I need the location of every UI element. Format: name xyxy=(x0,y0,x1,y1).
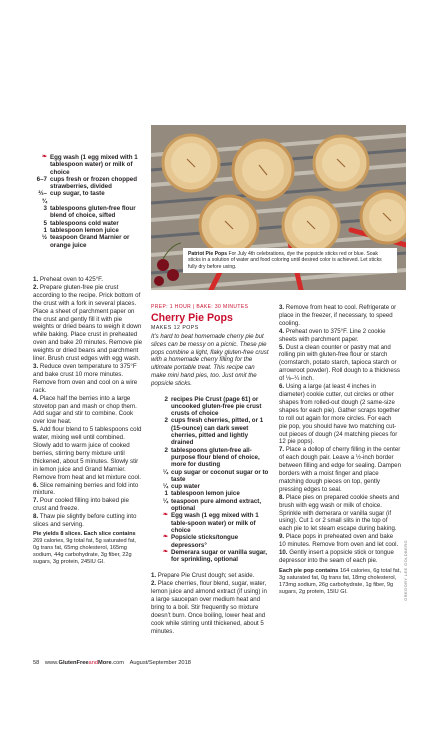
ingredient-row xyxy=(34,227,142,234)
step-text: Using a large (at least 4 inches in diameter) cookie cutter, cut circles or other shapes from rolled-out dough (2 same-size shapes for each pie). Gather scraps together to roll out again for more circles. For each pie pop, you should have two matching cut-out pieces of dough (24 matching pieces for 12 pie pops). xyxy=(279,383,400,446)
direction-step xyxy=(279,304,401,328)
step-text: Place cherries, flour blend, sugar, water, lemon juice and almond extract (if using) in a large saucepan over medium heat and bring to a boil. Stir frequently so mixture doesn’t burn. Once boiling, lower heat and cook while stirring until thickened, about 5 minutes. xyxy=(151,580,267,635)
step-text: Thaw pie slightly before cutting into slices and serving. xyxy=(33,513,137,529)
direction-step xyxy=(33,513,143,529)
ingredient-text: cup water xyxy=(171,483,200,491)
step-number: 4. xyxy=(279,327,285,335)
step-number: 1. xyxy=(151,572,157,580)
photo-credit: GREGORY LEE GOLDBERG xyxy=(403,540,408,601)
leaf-bullet-icon: ❧ xyxy=(162,548,168,555)
ingredient-qty: ¼ xyxy=(162,483,168,491)
site-more: More xyxy=(98,660,112,666)
step-text: Prepare Pie Crust dough; set aside. xyxy=(157,572,255,580)
ingredient-text: cups fresh or frozen chopped strawberries, divided xyxy=(50,175,137,191)
direction-step xyxy=(279,344,401,384)
ingredient-row xyxy=(151,549,271,564)
ingredient-text: cup sugar or coconut sugar or to taste xyxy=(171,468,269,483)
step-text: Place a dollop of cherry filling in the center of each dough pair. Leave a ½-inch border between filling and edge for sealing. Dampen borders with a moist finger and place matching dough pieces on top, gently pressing edges to seal. xyxy=(279,446,401,493)
page-number: 58 xyxy=(33,660,40,666)
cherry-pie-directions-continued xyxy=(279,304,401,596)
step-number: 2. xyxy=(33,283,39,291)
leaf-bullet-icon: ❧ xyxy=(162,512,168,519)
ingredient-qty: 5 xyxy=(43,219,47,227)
ingredient-text: Egg wash (1 egg mixed with 1 tablespoon water) or milk of choice xyxy=(50,154,138,176)
direction-step xyxy=(279,383,401,446)
recipe-intro: It’s hard to beat homemade cherry pie but slices can be messy on a picnic. These pie pops combine a light, flaky gluten-free crust with a homemade cherry filling for the ultimate portable treat. This recipe can make mini hand pies, too. Just omit the popsicle sticks. xyxy=(151,333,269,387)
step-number: 5. xyxy=(33,426,39,434)
direction-step xyxy=(33,276,143,284)
direction-step xyxy=(33,426,143,481)
step-text: Pour cooled filling into baked pie crust and freeze. xyxy=(33,497,129,513)
step-number: 9. xyxy=(279,533,285,541)
step-number: 3. xyxy=(33,362,39,370)
step-number: 6. xyxy=(279,383,285,391)
leaf-bullet-icon: ❧ xyxy=(41,154,47,160)
step-text: Preheat oven to 425°F. xyxy=(39,276,103,283)
ingredient-row xyxy=(151,447,271,469)
ingredient-text: tablespoons gluten-free flour blend of choice, sifted xyxy=(50,205,136,220)
ingredient-qty: 2 xyxy=(164,417,168,425)
direction-step xyxy=(279,328,401,344)
cherry-pie-directions xyxy=(151,572,271,635)
nutrition-text: 164 calories, 6g total fat, 3g saturated fat, 0g trans fat, 18mg cholesterol, 173mg sodium, 26g carbohydrate, 1g fiber, 9g sugars, 2g protein, 15IU GI. xyxy=(279,567,401,595)
step-number: 3. xyxy=(279,304,285,311)
ingredient-row xyxy=(34,220,142,227)
ingredient-qty: 1 xyxy=(43,226,47,234)
nutrition-label: Pie yields 8 slices. Each slice contains xyxy=(33,531,136,537)
ingredient-row xyxy=(34,154,142,176)
ingredient-qty: ⅔–¾ xyxy=(38,190,47,205)
direction-step xyxy=(151,580,271,635)
ingredient-qty: ¼ xyxy=(162,468,168,476)
step-text: Preheat oven to 375°F. Line 2 cookie sheets with parchment paper. xyxy=(279,327,386,343)
ingredient-text: teaspoon Grand Marnier or orange juice xyxy=(50,234,130,249)
ingredient-row xyxy=(151,417,271,446)
ingredient-qty: 6–7 xyxy=(36,175,47,183)
step-number: 7. xyxy=(33,497,39,505)
step-text: Reduce oven temperature to 375°F and bake crust 10 more minutes. Remove from oven and cool on a wire rack. xyxy=(33,362,138,394)
ingredient-text: tablespoon lemon juice xyxy=(50,226,119,234)
step-number: 7. xyxy=(279,446,285,454)
ingredient-row xyxy=(151,483,271,490)
ingredient-row xyxy=(34,190,142,205)
nutrition-info xyxy=(33,531,143,566)
ingredient-row xyxy=(151,534,271,549)
website-link[interactable] xyxy=(45,660,124,666)
direction-step xyxy=(33,363,143,395)
direction-step xyxy=(279,549,401,565)
direction-step xyxy=(33,284,143,363)
ingredient-row xyxy=(151,498,271,513)
step-text: Place pies on prepared cookie sheets and brush with egg wash or milk of choice. Sprinkle with demerara or vanilla sugar (if using). Cut 1 or 2 small slits in the top of each pie to let steam escape during baking. xyxy=(279,493,400,533)
cherry-pie-pops-recipe xyxy=(151,304,271,636)
recipe-title: Cherry Pie Pops xyxy=(151,312,233,324)
direction-step xyxy=(279,533,401,549)
ingredient-text: recipes Pie Crust (page 61) or uncooked gluten-free pie crust crusts of choice xyxy=(171,395,262,418)
ingredient-row xyxy=(151,396,271,418)
page-footer xyxy=(33,660,191,666)
recipe-meta: PREP: 1 HOUR | BAKE: 30 MINUTES xyxy=(151,304,249,310)
issue-date: August/September 2018 xyxy=(129,660,191,666)
direction-step xyxy=(279,446,401,493)
strawberry-pie-ingredients xyxy=(34,154,142,249)
step-number: 8. xyxy=(279,493,285,501)
ingredient-qty: 2 xyxy=(164,395,168,403)
ingredient-row xyxy=(34,176,142,191)
strawberry-pie-directions xyxy=(33,276,143,566)
ingredient-text: tablespoons cold water xyxy=(50,219,119,227)
step-text: Prepare gluten-free pie crust according to the recipe. Prick bottom of the crust with a fork in several places. Place a sheet of parchment paper on the crust and gently fill it with pie weights or dried beans to weigh it down while baking. Place crust in preheated oven and bake 20 minutes. Remove pie weights or dried beans and parchment liner. Brush crust edges with egg wash. xyxy=(33,283,143,363)
recipe-yield: MAKES 12 POPS xyxy=(151,325,199,331)
site-and: and xyxy=(88,660,99,666)
step-text: Slice remaining berries and fold into mixture. xyxy=(33,481,139,497)
step-text: Add flour blend to 5 tablespoons cold water, mixing well until combined. Slowly add to warm juice of cooked berries, stirring berry mixture until thickened, about 5 minutes. Slowly stir in lemon juice and Grand Marnier. Remove from heat and let mixture cool. xyxy=(33,426,142,481)
ingredient-row xyxy=(34,234,142,249)
site-suffix: .com xyxy=(111,660,124,666)
step-text: Place pops in preheated oven and bake 10 minutes. Remove from oven and let cool. xyxy=(279,533,399,549)
ingredient-text: cups fresh cherries, pitted, or 1 (15-ounce) can dark sweet cherries, pitted and lightly drained xyxy=(171,417,264,447)
ingredient-qty: ¼ xyxy=(162,497,168,505)
ingredient-row xyxy=(34,205,142,220)
step-text: Dust a clean counter or pastry mat and rolling pin with gluten-free flour or starch (cornstarch, potato starch, tapioca starch or arrowroot powder). Roll dough to a thickness of ⅛–¼ inch. xyxy=(279,343,400,383)
ingredient-qty: ½ xyxy=(41,234,47,242)
step-number: 8. xyxy=(33,513,39,521)
caption-title: Patriot Pie Pops xyxy=(188,251,228,257)
step-number: 6. xyxy=(33,481,39,489)
step-number: 5. xyxy=(279,343,285,351)
cherry-pie-ingredients xyxy=(151,396,271,564)
nutrition-info xyxy=(279,568,401,596)
step-text: Gently insert a popsicle stick or tongue depressor into the seam of each pie. xyxy=(279,549,394,564)
ingredient-row xyxy=(151,490,271,497)
direction-step xyxy=(33,497,143,513)
ingredient-text: Demerara sugar or vanilla sugar, for sprinkling, optional xyxy=(171,548,267,564)
ingredient-row xyxy=(151,469,271,484)
step-number: 4. xyxy=(33,394,39,402)
ingredient-text: tablespoon lemon juice xyxy=(171,490,240,498)
photo-caption xyxy=(183,248,397,273)
nutrition-text: 269 calories, 9g total fat, 5g saturated fat, 0g trans fat, 65mg cholesterol, 165mg sodium, 44g carbohydrate, 3g fiber, 22g sugars, 3g protein, 245IU GI. xyxy=(33,538,136,565)
step-number: 1. xyxy=(33,276,39,283)
ingredient-text: Egg wash (1 egg mixed with 1 table-spoon water) or milk of choice xyxy=(171,512,259,534)
site-brand: GlutenFree xyxy=(58,660,89,666)
leaf-bullet-icon: ❧ xyxy=(162,534,168,541)
ingredient-qty: 1 xyxy=(164,490,168,498)
step-text: Place half the berries into a large stovetop pan and mash or chop them. Add sugar and stir to combine. Cook over low heat. xyxy=(33,394,137,426)
direction-step xyxy=(33,482,143,498)
caption-text: For July 4th celebrations, dye the popsicle sticks red or blue. Soak sticks in a solution of water and food coloring until desired color is achieved. Let sticks fully dry before using. xyxy=(188,251,382,270)
direction-step xyxy=(33,395,143,427)
ingredient-text: teaspoon pure almond extract, optional xyxy=(171,497,262,513)
step-number: 2. xyxy=(151,580,157,588)
ingredient-text: Popsicle sticks/tongue depressors° xyxy=(171,534,239,549)
ingredient-qty: 2 xyxy=(164,446,168,454)
step-text: Remove from heat to cool. Refrigerate or place in the freezer, if necessary, to speed cooling. xyxy=(279,304,397,327)
ingredient-qty: 3 xyxy=(43,205,47,213)
ingredient-row xyxy=(151,512,271,534)
direction-step xyxy=(279,494,401,534)
ingredient-text: tablespoons gluten-free all-purpose flour blend of choice, more for dusting xyxy=(171,446,260,469)
site-prefix: www. xyxy=(44,660,59,666)
direction-step xyxy=(151,572,271,580)
ingredient-text: cup sugar, to taste xyxy=(50,190,105,198)
step-number: 10. xyxy=(279,549,288,557)
nutrition-label: Each pie pop contains xyxy=(279,567,339,574)
